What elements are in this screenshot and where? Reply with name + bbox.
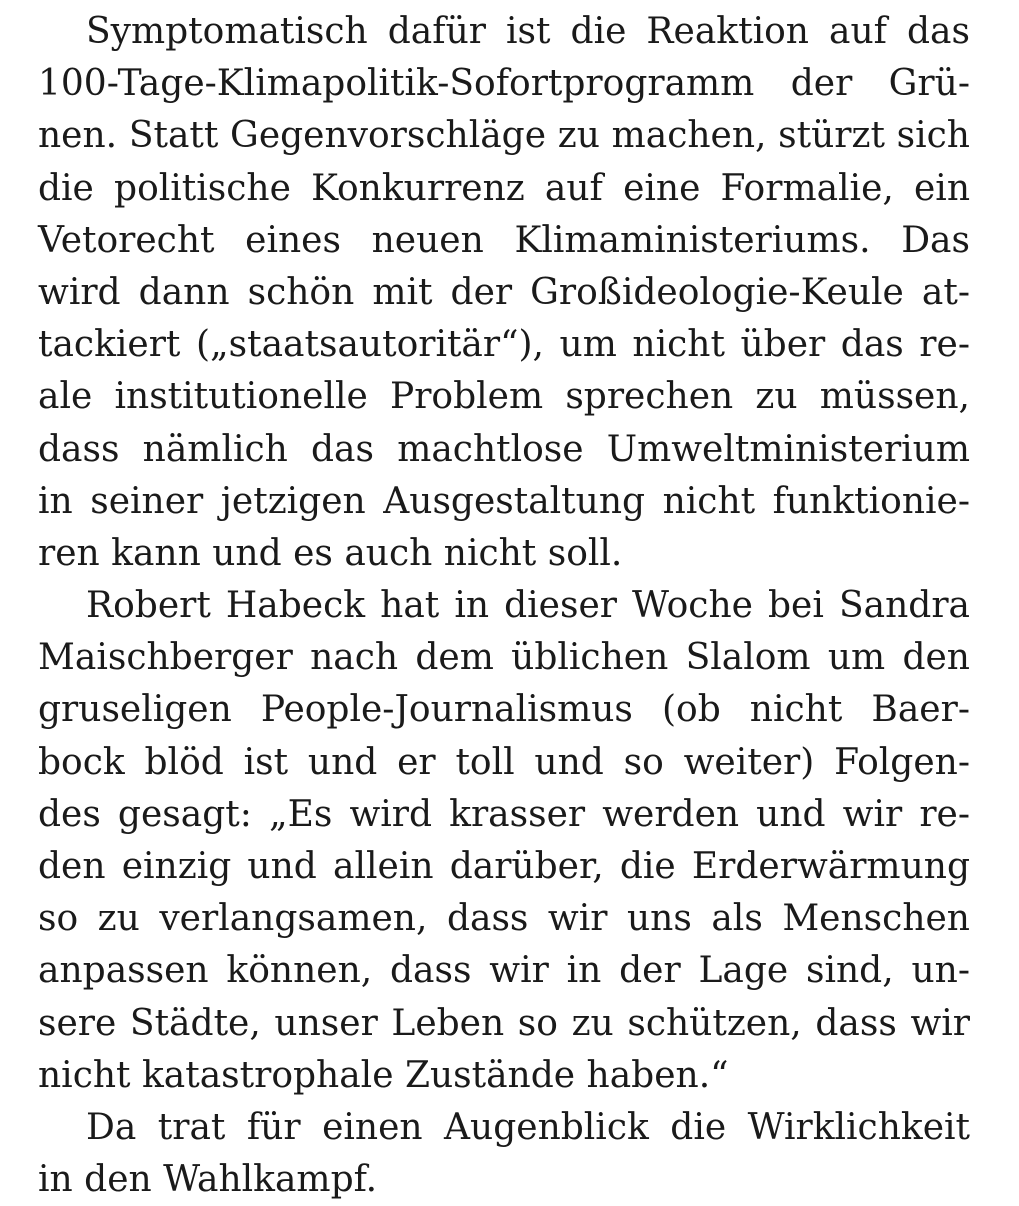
text-line: die politische Konkurrenz auf eine Formalie, ein (38, 167, 970, 209)
text-line: des gesagt: „Es wird krasser werden und wir re- (38, 793, 970, 835)
text-line: ren kann und es auch nicht soll. (38, 532, 623, 574)
text-line: tackiert („staatsautoritär“), um nicht über das re- (38, 324, 970, 366)
text-line: nen. Statt Gegenvorschläge zu machen, stürzt sich (38, 115, 970, 157)
text-line: bock blöd ist und er toll und so weiter) Folgen- (38, 741, 970, 783)
text-line: Vetorecht eines neuen Klimaministeriums. Das (38, 219, 970, 261)
text-line: anpassen können, dass wir in der Lage sind, un- (38, 950, 970, 992)
text-line: gruseligen People-Journalismus (ob nicht Baer- (38, 689, 970, 731)
text-line: Da trat für einen Augenblick die Wirklichkeit (86, 1106, 970, 1148)
text-line: ale institutionelle Problem sprechen zu müssen, (38, 376, 970, 418)
paragraph-3 (38, 1102, 970, 1206)
text-line: 100-Tage-Klimapolitik-Sofortprogramm der Grü- (38, 63, 970, 105)
paragraph-1 (38, 6, 970, 580)
text-line: Symptomatisch dafür ist die Reaktion auf das (86, 11, 970, 52)
text-line: wird dann schön mit der Großideologie-Keule at- (38, 271, 970, 313)
text-line: in seiner jetzigen Ausgestaltung nicht funktionie- (38, 480, 970, 522)
text-line: in den Wahlkampf. (38, 1159, 378, 1201)
text-line: den einzig und allein darüber, die Erderwärmung (38, 846, 970, 887)
text-line: Robert Habeck hat in dieser Woche bei Sandra (86, 585, 970, 627)
text-line: dass nämlich das machtlose Umweltministerium (38, 428, 970, 470)
text-line: Maischberger nach dem üblichen Slalom um den (38, 637, 970, 679)
text-line: so zu verlangsamen, dass wir uns als Menschen (38, 898, 970, 940)
paragraph-2 (38, 580, 970, 1102)
article-text (38, 6, 970, 1206)
text-line: nicht katastrophale Zustände haben.“ (38, 1054, 729, 1096)
text-line: sere Städte, unser Leben so zu schützen, dass wir (38, 1002, 970, 1044)
